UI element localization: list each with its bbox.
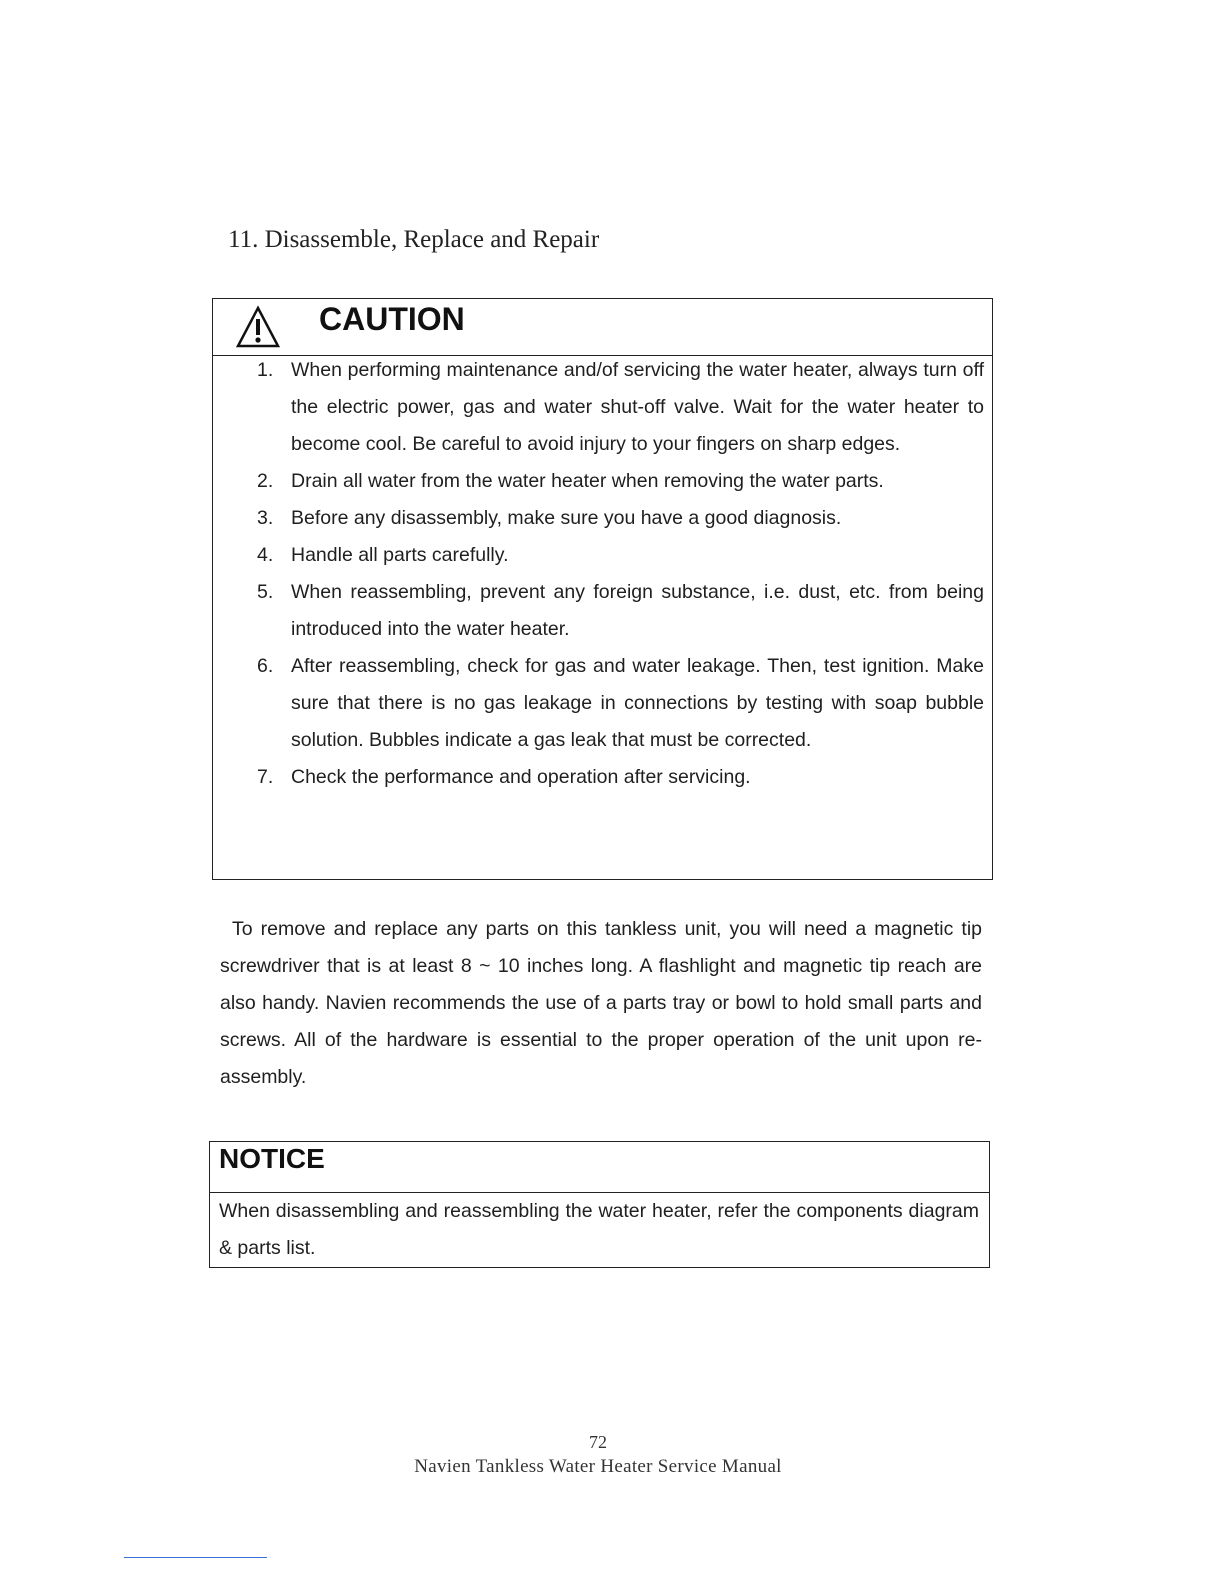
caution-box: [212, 298, 993, 880]
notice-text: When disassembling and reassembling the water heater, refer the components diagram & parts list.: [219, 1200, 979, 1259]
section-title: 11. Disassemble, Replace and Repair: [228, 226, 600, 253]
caution-item: 3. Before any disassembly, make sure you have a good diagnosis.: [257, 507, 842, 529]
caution-item: 5. When reassembling, prevent any foreign substance, i.e. dust, etc. from being introduced into the water heater.: [257, 581, 984, 640]
footer-manual-title: Navien Tankless Water Heater Service Manual: [414, 1456, 782, 1477]
caution-item: 1. When performing maintenance and/of servicing the water heater, always turn off the electric power, gas and water shut-off valve. Wait for the water heater to become cool. Be careful to avoid injury to your fingers on sharp edges.: [257, 359, 984, 455]
caution-header: [213, 299, 992, 356]
caution-item: 6. After reassembling, check for gas and water leakage. Then, test ignition. Make sure that there is no gas leakage in connections by testing with soap bubble solution. Bubbles indicate a gas leak that must be corrected.: [257, 655, 984, 751]
caution-list: [213, 352, 992, 796]
notice-box: [209, 1141, 990, 1268]
caution-item: 2. Drain all water from the water heater when removing the water parts.: [257, 470, 884, 492]
caution-label: CAUTION: [319, 301, 465, 337]
body-paragraph: To remove and replace any parts on this tankless unit, you will need a magnetic tip screwdriver that is at least 8 ~ 10 inches long. A flashlight and magnetic tip reach are also handy. Navien recommends the use of a parts tray or bowl to hold small parts and screws. All of the hardware is essential to the proper operation of the unit upon re-assembly.: [220, 918, 982, 1088]
footer-rule: [124, 1557, 267, 1558]
caution-item: 4. Handle all parts carefully.: [257, 544, 509, 566]
notice-label: NOTICE: [210, 1142, 989, 1193]
warning-triangle-icon: [235, 305, 281, 349]
caution-item: 7. Check the performance and operation after servicing.: [257, 766, 751, 788]
page-number: 72: [589, 1432, 607, 1452]
